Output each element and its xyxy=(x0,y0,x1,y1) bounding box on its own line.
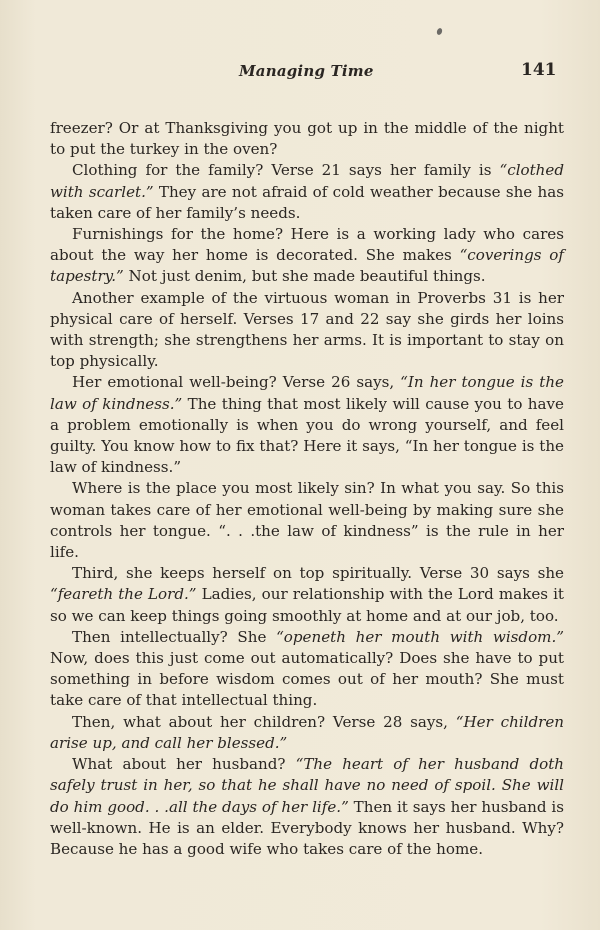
text-span: Furnishings for the home? Here is a working lady who cares about the way her home is decorated. She makes xyxy=(50,225,564,265)
running-header xyxy=(0,62,600,84)
text-span: Not just denim, but she made beautiful things. xyxy=(123,267,486,286)
scripture-quote: “feareth the Lord.” xyxy=(50,585,197,604)
text-span: Where is the place you most likely sin? In what you say. So this woman takes care of her emotional well-being by making sure she controls her tongue. “. . .the law of kindness” is the rule in her life. xyxy=(50,479,564,562)
paragraph-8 xyxy=(50,627,564,712)
paragraph-6 xyxy=(50,478,564,563)
text-span: Then, what about her children? Verse 28 says, xyxy=(72,712,456,731)
text-span: Then intellectually? She xyxy=(72,627,277,646)
scripture-quote: “clothed with scarlet.” xyxy=(50,161,564,201)
paragraph-4 xyxy=(50,288,564,373)
scripture-quote: “The heart of her husband doth safely trust in her, so that he shall have no need of spoil. She will do him good. . .all the days of her life.” xyxy=(50,755,565,816)
scripture-quote: “openeth her mouth with wisdom.” xyxy=(276,627,564,646)
text-span: Clothing for the family? Verse 21 says her family is xyxy=(72,161,500,180)
paragraph-5 xyxy=(50,372,564,478)
text-span: What about her husband? xyxy=(72,755,296,774)
text-span: They are not afraid of cold weather because she has taken care of her family’s needs. xyxy=(50,182,564,222)
chapter-title: Managing Time xyxy=(239,62,374,80)
paragraph-3 xyxy=(50,224,564,288)
text-span: Her emotional well-being? Verse 26 says, xyxy=(72,373,401,392)
text-span: Third, she keeps herself on top spiritually. Verse 30 says she xyxy=(72,564,564,583)
page-number: 141 xyxy=(521,60,557,80)
paragraph-2 xyxy=(50,160,564,224)
scripture-quote: “In her tongue is the law of kindness.” xyxy=(50,373,564,413)
paper-speck xyxy=(436,27,443,35)
text-span: Another example of the virtuous woman in Proverbs 31 is her physical care of herself. Verses 17 and 22 say she girds her loins with strength; she strengthens her arms. It is important to stay on top physically. xyxy=(50,288,564,371)
text-span: Now, does this just come out automatically? Does she have to put something in before wisdom comes out of her mouth? She must take care of that intellectual thing. xyxy=(50,649,564,710)
text-span: The thing that most likely will cause you to have a problem emotionally is when you do wrong yourself, and feel guilty. You know how to fix that? Here it says, “In her tongue is the law of kindness.” xyxy=(50,394,564,477)
paragraph-9 xyxy=(50,712,564,754)
scripture-quote: “Her children arise up, and call her blessed.” xyxy=(50,712,564,752)
text-span: freezer? Or at Thanksgiving you got up in the middle of the night to put the turkey in the oven? xyxy=(50,119,564,159)
text-span: Ladies, our relationship with the Lord makes it so we can keep things going smoothly at home and at our job, too. xyxy=(50,585,564,625)
paragraph-1 xyxy=(50,118,564,160)
scripture-quote: “coverings of tapestry.” xyxy=(50,246,564,286)
body-text xyxy=(50,118,564,860)
paragraph-7 xyxy=(50,563,564,627)
text-span: Then it says her husband is well-known. He is an elder. Everybody knows her husband. Why? Because he has a good wife who takes care of the home. xyxy=(50,797,564,858)
paragraph-10 xyxy=(50,754,564,860)
